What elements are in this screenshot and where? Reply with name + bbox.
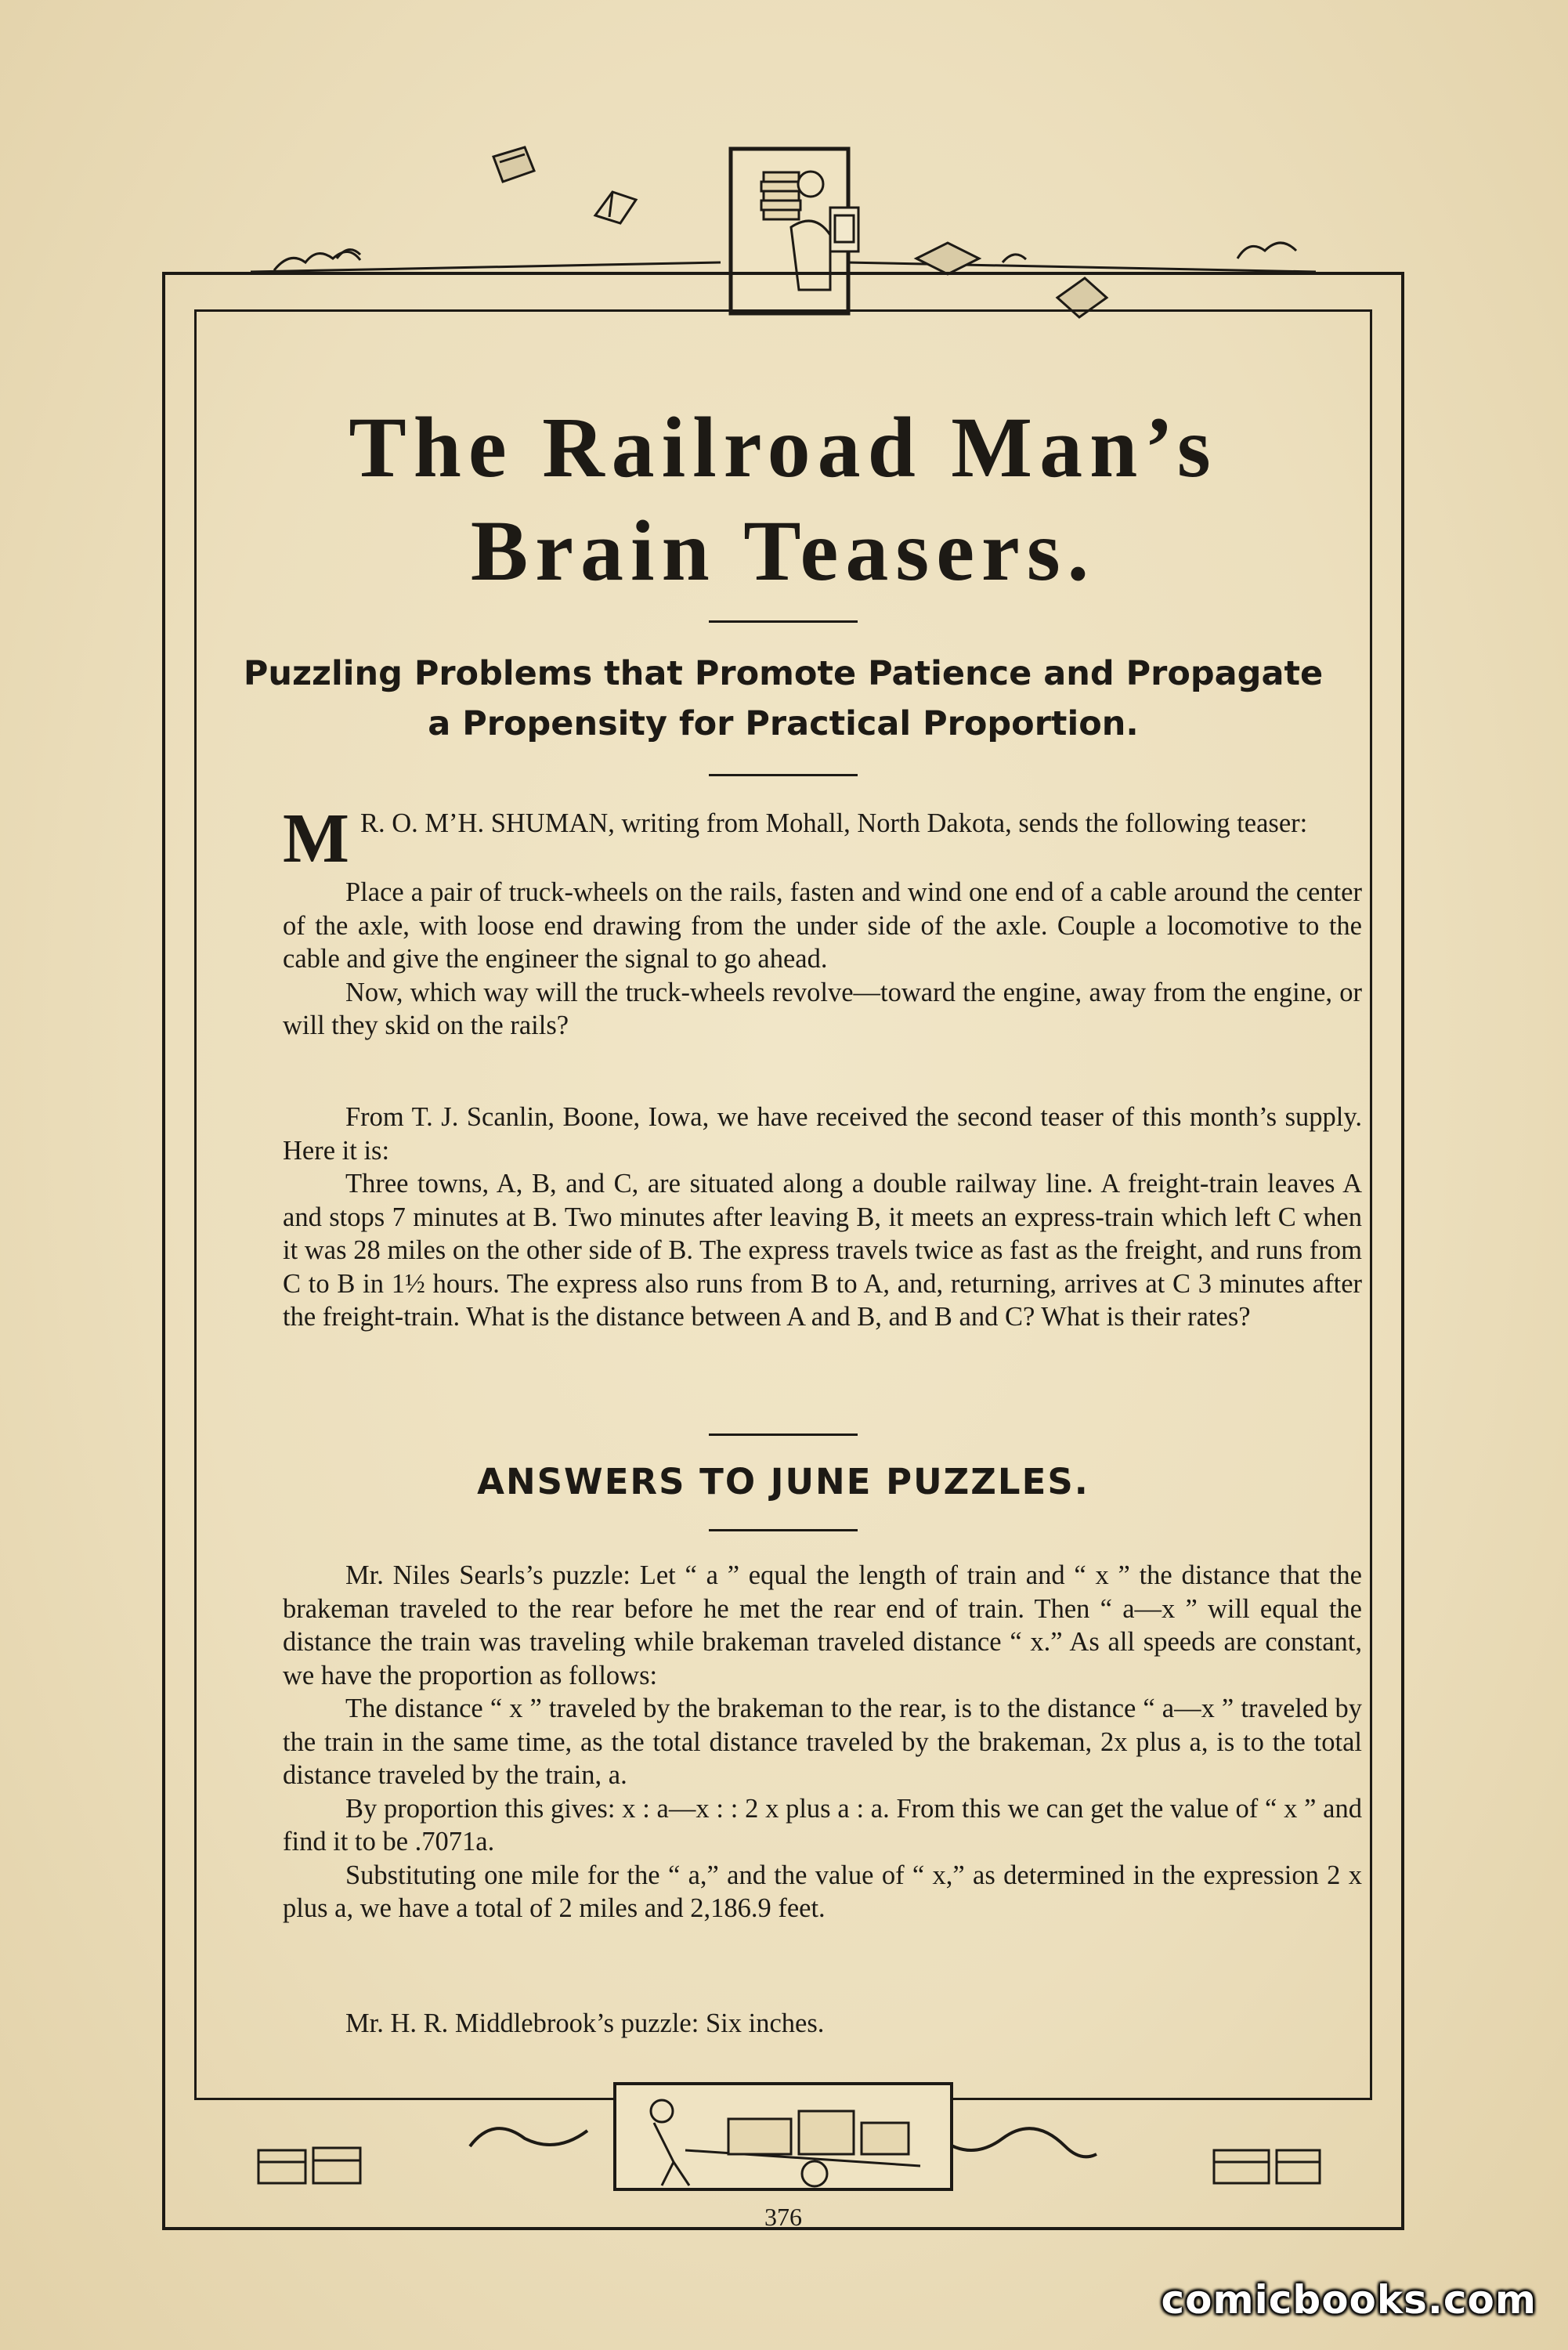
answers-heading: ANSWERS TO JUNE PUZZLES. (477, 1461, 1089, 1502)
first-teaser (283, 800, 1362, 877)
answers-body (283, 1559, 1362, 1925)
footer-illustration (235, 2076, 1331, 2193)
subtitle-line-1: Puzzling Problems that Promote Patience and Propagate (243, 654, 1324, 693)
divider-rule (709, 1434, 858, 1436)
paragraph: Mr. H. R. Middlebrook’s puzzle: Six inches. (345, 2008, 825, 2038)
intro-paragraph: R. O. M’H. SHUMAN, writing from Mohall, North Dakota, sends the following teaser: (359, 808, 1308, 838)
paragraph: Place a pair of truck-wheels on the rails, fasten and wind one end of a cable around the center of the axle, with loose end drawing from the under side of the axle. Couple a locomotive to the cable and give the engineer the signal to go ahead. (283, 877, 1362, 974)
first-teaser-body (283, 876, 1362, 1043)
paragraph: Substituting one mile for the “ a,” and the value of “ x,” as determined in the expression 2 x plus a, we have a total of 2 miles and 2,186.9 feet. (283, 1860, 1362, 1923)
second-teaser (283, 1101, 1362, 1334)
subtitle (235, 649, 1331, 749)
paragraph: The distance “ x ” traveled by the brakeman to the rear, is to the distance “ a—x ” traveled by the train in the same time, as the total distance traveled by the brakeman, 2x plus a, is to the total distance traveled by the train, a. (283, 1694, 1362, 1790)
bush-left-icon (274, 250, 360, 270)
title-line-1: The Railroad Man’s (349, 400, 1218, 495)
open-book-icon (595, 192, 636, 223)
paragraph: From T. J. Scanlin, Boone, Iowa, we have received the second teaser of this month’s supply. Here it is: (283, 1102, 1362, 1166)
page-title (204, 396, 1363, 602)
site-watermark: comicbooks.com (1161, 2277, 1537, 2323)
final-answer (283, 2007, 1362, 2041)
trunk-right-icon (1214, 2150, 1320, 2183)
flying-book-icon (493, 147, 534, 182)
page-number: 376 (764, 2203, 802, 2231)
divider-rule (709, 774, 858, 776)
paragraph: Three towns, A, B, and C, are situated along a double railway line. A freight-train leaves A and stops 7 minutes at B. Two minutes after leaving B, it meets an express-train which left C when it was 28 miles on the other side of B. The express travels twice as fast as the freight, and runs from C to B in 1½ hours. The express also runs from B to A, and, returning, arrives at C 3 minutes after the freight-train. What is the distance between A and B, and B and C? What is their rates? (283, 1169, 1362, 1332)
drop-cap: M (283, 800, 349, 877)
bush-right-icon (1003, 243, 1296, 262)
subtitle-line-2: a Propensity for Practical Proportion. (428, 704, 1139, 743)
divider-rule (709, 1529, 858, 1531)
paragraph: Mr. Niles Searls’s puzzle: Let “ a ” equal the length of train and “ x ” the distance that the brakeman traveled to the rear before he met the rear end of train. Then “ a—x ” will equal the distance the train was traveling while brakeman traveled distance “ x.” As all speeds are constant, we have the proportion as follows: (283, 1560, 1362, 1690)
trunk-left-icon (258, 2148, 360, 2183)
divider-rule (709, 620, 858, 623)
paragraph: By proportion this gives: x : a—x : : 2 x plus a : a. From this we can get the value of “ x ” and find it to be .7071a. (283, 1793, 1362, 1856)
paragraph: Now, which way will the truck-wheels revolve—toward the engine, away from the engine, or will they skid on the rails? (283, 977, 1362, 1040)
title-line-2: Brain Teasers. (470, 503, 1097, 598)
